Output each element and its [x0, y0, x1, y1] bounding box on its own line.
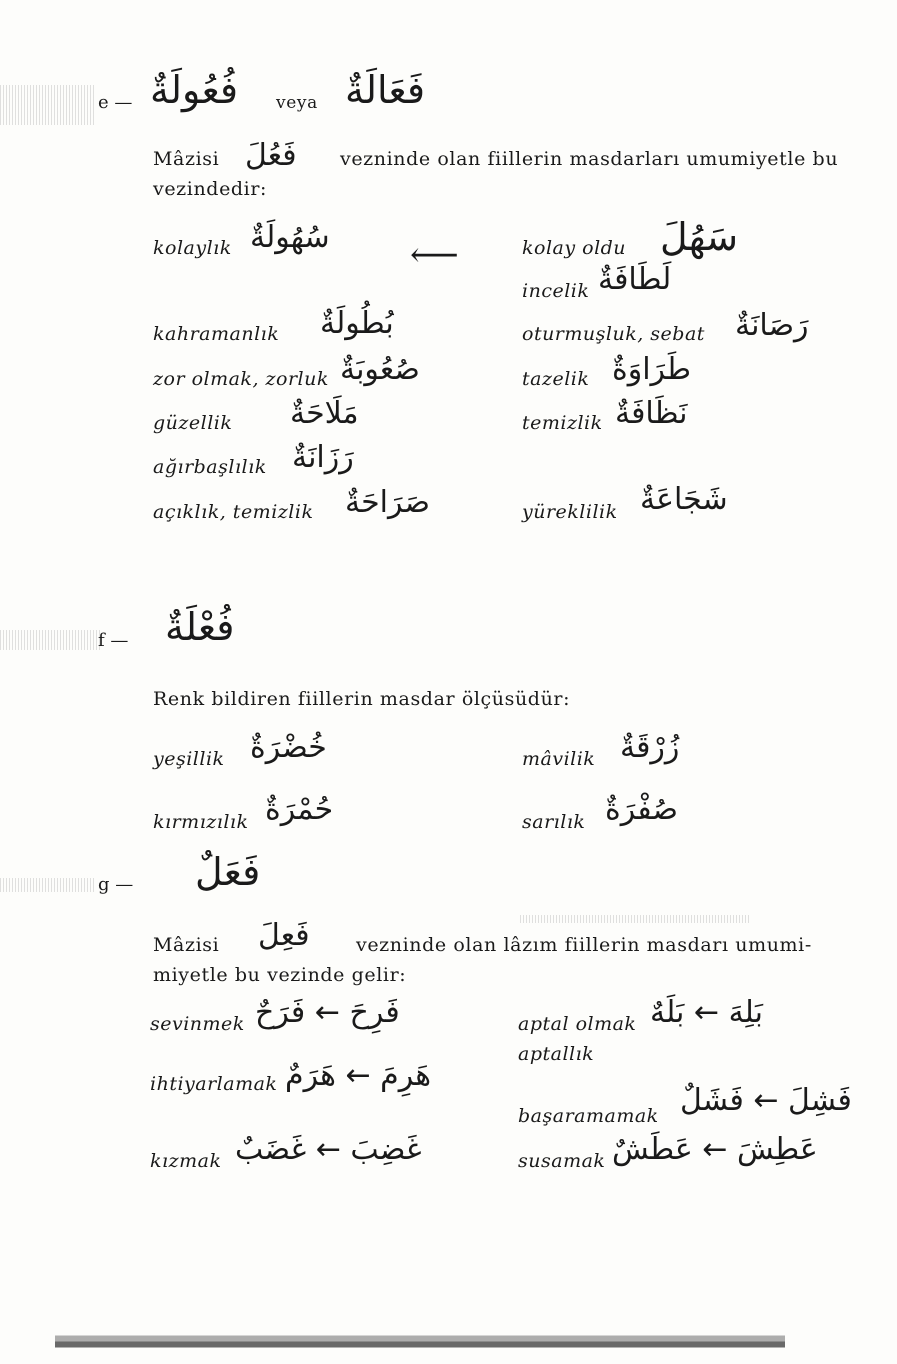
- section-f-left-ar: حُمْرَةٌ: [265, 792, 334, 827]
- section-f-right-ar: صُفْرَةٌ: [605, 792, 678, 827]
- section-g-right-tr2: aptallık: [518, 1043, 595, 1065]
- section-g-intro-before: Mâzisi: [153, 934, 220, 956]
- section-g-left-ar: هَرِمَ ← هَرَمٌ: [285, 1058, 432, 1093]
- section-f-left-ar: خُضْرَةٌ: [250, 730, 327, 765]
- section-e-form1: فُعُولَةٌ: [150, 68, 239, 112]
- section-e-left-ar: سُهُولَةٌ: [250, 220, 330, 255]
- section-e-left-ar: مَلَاحَةٌ: [290, 396, 359, 431]
- section-e-left-tr: kahramanlık: [153, 323, 280, 345]
- section-e-left-ar: رَزَانَةٌ: [292, 440, 354, 475]
- scan-edge-bar: [55, 1325, 785, 1355]
- section-g-left-tr: sevinmek: [150, 1013, 245, 1035]
- section-g-left-tr: kızmak: [150, 1150, 222, 1172]
- section-e-left-ar: صُعُوبَةٌ: [340, 352, 420, 387]
- section-g-right-tr: aptal olmak: [518, 1013, 637, 1035]
- section-f-form: فُعْلَةٌ: [165, 605, 235, 649]
- section-g-intro-line2: miyetle bu vezinde gelir:: [153, 964, 407, 986]
- section-e-right-tr: kolay oldu: [522, 237, 627, 259]
- section-e-left-tr: zor olmak, zorluk: [153, 368, 329, 390]
- section-e-intro-form: فَعُلَ: [245, 138, 297, 173]
- section-e-left-tr: güzellik: [153, 412, 233, 434]
- section-e-intro-before: Mâzisi: [153, 148, 220, 170]
- section-g-left-tr: ihtiyarlamak: [150, 1073, 278, 1095]
- section-g-intro-after: vezninde olan lâzım fiillerin masdarı umumi-: [356, 934, 812, 956]
- section-g-marker: g —: [98, 874, 134, 895]
- section-g-left-ar: فَرِحَ ← فَرَحٌ: [255, 995, 400, 1030]
- scan-noise: [0, 878, 95, 892]
- section-f-right-tr: mâvilik: [522, 748, 596, 770]
- section-e-right-tr: temizlik: [522, 412, 603, 434]
- section-e-right-ar: رَصَانَةٌ: [735, 308, 809, 343]
- section-e-left-tr: kolaylık: [153, 237, 232, 259]
- scan-noise: [0, 630, 100, 650]
- section-e-left-ar: بُطُولَةٌ: [320, 306, 394, 341]
- section-e-marker: e —: [98, 92, 133, 113]
- section-f-left-tr: kırmızılık: [153, 811, 249, 833]
- section-f-right-ar: زُرْقَةٌ: [620, 730, 680, 765]
- arrow-left-icon: ⟵: [410, 235, 459, 275]
- section-g-right-ar: فَشِلَ ← فَشَلٌ: [680, 1083, 852, 1118]
- section-f-right-tr: sarılık: [522, 811, 586, 833]
- section-g-intro-form: فَعِلَ: [258, 918, 310, 953]
- section-g-right-ar: عَطِشَ ← عَطَشٌ: [612, 1132, 818, 1167]
- section-e-left-ar: صَرَاحَةٌ: [345, 485, 430, 520]
- section-f-marker: f —: [98, 630, 129, 651]
- section-e-right-tr: incelik: [522, 280, 590, 302]
- section-e-right-tr: oturmuşluk, sebat: [522, 323, 705, 345]
- section-e-intro-after: vezninde olan fiillerin masdarları umumiyetle bu: [340, 148, 839, 170]
- section-e-right-ar: شَجَاعَةٌ: [640, 482, 728, 517]
- scan-noise: [520, 915, 750, 923]
- section-e-intro-line2: vezindedir:: [153, 178, 268, 200]
- section-g-right-tr: susamak: [518, 1150, 606, 1172]
- section-e-right-ar: نَظَافَةٌ: [615, 396, 688, 431]
- scan-noise: [0, 85, 95, 125]
- section-e-form2: فَعَالَةٌ: [345, 68, 426, 112]
- section-f-intro: Renk bildiren fiillerin masdar ölçüsüdür:: [153, 688, 571, 710]
- section-f-left-tr: yeşillik: [153, 748, 225, 770]
- section-e-left-tr: ağırbaşlılık: [153, 456, 267, 478]
- section-g-right-ar: بَلِهَ ← بَلَهٌ: [650, 995, 763, 1030]
- section-e-right-ar: طَرَاوَةٌ: [612, 352, 691, 387]
- section-e-right-ar: لَطَافَةٌ: [598, 262, 672, 297]
- section-e-right-ar: سَهُلَ: [660, 215, 739, 259]
- section-g-right-tr: başaramamak: [518, 1105, 659, 1127]
- section-g-form: فَعَلٌ: [195, 850, 261, 894]
- section-e-connector: veya: [276, 93, 318, 113]
- section-e-left-tr: açıklık, temizlik: [153, 501, 314, 523]
- section-e-right-tr: tazelik: [522, 368, 590, 390]
- section-e-right-tr: yüreklilik: [522, 501, 618, 523]
- section-g-left-ar: غَضِبَ ← غَضَبٌ: [235, 1132, 422, 1167]
